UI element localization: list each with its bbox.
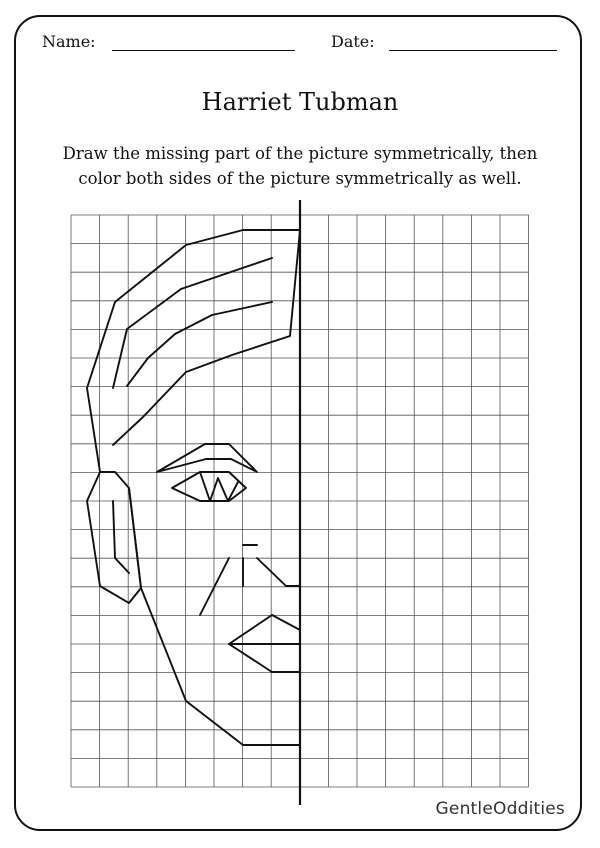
headwrap-inner-edge (113, 230, 300, 445)
nostril (257, 558, 300, 586)
instructions-line-1: Draw the missing part of the picture symmetrically, then (62, 144, 538, 163)
name-label: Name: (42, 32, 96, 51)
eyebrow (157, 444, 257, 472)
ear-inner (113, 501, 129, 573)
upper-lip (229, 615, 300, 644)
page-title: Harriet Tubman (201, 88, 399, 116)
harriet-tubman-half-portrait (87, 230, 300, 745)
brand-logo: GentleOddities (435, 799, 565, 819)
headwrap-outline (87, 230, 300, 472)
headwrap-fold-lower (127, 302, 272, 386)
headwrap-fold-upper (113, 258, 272, 388)
instructions-line-2: color both sides of the picture symmetrically as well. (78, 169, 522, 188)
date-label: Date: (331, 32, 375, 51)
lower-lip (229, 644, 300, 672)
